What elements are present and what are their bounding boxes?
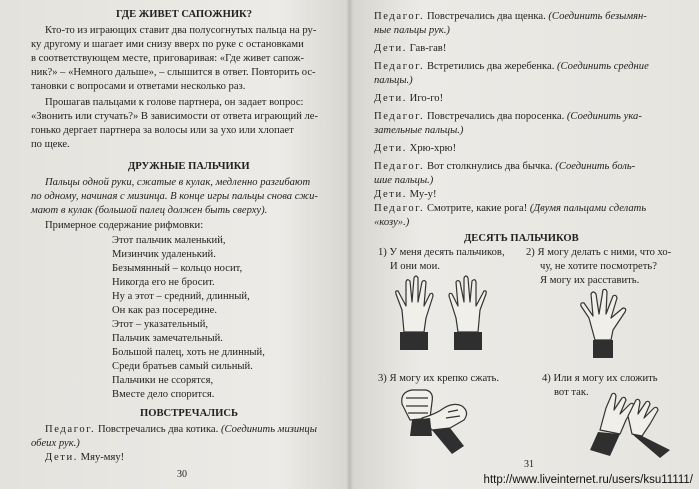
section-title-met: ПОВСТРЕЧАЛИСЬ: [140, 408, 239, 419]
children-label: Дети.: [45, 452, 79, 463]
dialog-line-teacher: [374, 110, 642, 124]
dialog-line-teacher: [374, 60, 649, 74]
dialog-note-continued: шие пальцы.): [374, 175, 434, 186]
paragraph-line: тановки с вопросами и ответами несколько раз.: [31, 81, 246, 92]
paragraph-line: ку другому и шагает ими снизу вверх по руке с остановками: [31, 39, 304, 50]
dialog-note: (Соединить боль-: [555, 161, 636, 172]
poem-line: Вместе дело спорится.: [112, 389, 215, 400]
dialog-line-children: [374, 188, 436, 202]
dialog-line-children: [374, 42, 446, 56]
caption-2: 2) Я могу делать с ними, что хо-: [526, 247, 672, 258]
dialog-line-teacher: [374, 202, 646, 216]
poem-line: Ну а этот – средний, длинный,: [112, 291, 250, 302]
paragraph-line: Прошагав пальцами к голове партнера, он задает вопрос:: [45, 97, 304, 108]
teacher-label: Педагог.: [374, 11, 425, 22]
poem-line: Среди братьев самый сильный.: [112, 361, 253, 372]
teacher-label: Педагог.: [374, 203, 425, 214]
paragraph-line: гонько дергает партнера за волосы или за ухо или хлопает: [31, 125, 294, 136]
section-title-shoemaker: ГДЕ ЖИВЕТ САПОЖНИК?: [116, 9, 253, 20]
poem-line: Этот – указательный,: [112, 319, 209, 330]
children-label: Дети.: [374, 189, 408, 200]
dialog-note-continued: обеих рук.): [31, 438, 80, 449]
dialog-text: Му-у!: [409, 189, 437, 200]
caption-3: 3) Я могу их крепко сжать.: [378, 373, 500, 384]
dialog-note-continued: зательные пальцы.): [374, 125, 464, 136]
teacher-label: Педагог.: [374, 61, 425, 72]
dialog-text: Повстречались два поросенка.: [426, 111, 565, 122]
instruction-line: по одному, начиная с мизинца. В конце игры пальцы снова сжи-: [31, 191, 318, 202]
dialog-text: Иго-го!: [409, 93, 444, 104]
dialog-note-continued: пальцы.): [374, 75, 413, 86]
paragraph-line: в соответствующем месте, приговаривая: «Где живет сапож-: [31, 53, 305, 64]
paragraph-line: по щеке.: [31, 139, 70, 150]
teacher-label: Педагог.: [45, 424, 96, 435]
spread-fingers-hand-illustration: [577, 288, 637, 362]
dialog-note: (Соединить мизинцы: [220, 424, 317, 435]
dialog-line-children: [45, 451, 124, 465]
children-label: Дети.: [374, 143, 408, 154]
two-open-hands-illustration: [386, 272, 526, 352]
section-title-friendly-fingers: ДРУЖНЫЕ ПАЛЬЧИКИ: [128, 161, 250, 172]
dialog-text: Повстречались два щенка.: [426, 11, 546, 22]
dialog-line-children: [374, 92, 443, 106]
page-number: 31: [524, 459, 534, 470]
instruction-line: мают в кулак (большой палец должен быть сверху).: [31, 205, 268, 216]
dialog-line-children: [374, 142, 456, 156]
caption-2-cont: чу, не хотите посмотреть?: [540, 261, 657, 272]
dialog-note: (Соединить ука-: [566, 111, 642, 122]
dialog-text: Смотрите, какие рога!: [426, 203, 528, 214]
poem-line: Этот пальчик маленький,: [112, 235, 226, 246]
caption-2-cont: Я могу их расставить.: [540, 275, 640, 286]
dialog-text: Повстречались два котика.: [97, 424, 219, 435]
paragraph-line: ник?» – «Немного дальше», – слышится в ответ. Повторить ос-: [31, 67, 316, 78]
teacher-label: Педагог.: [374, 161, 425, 172]
dialog-line-teacher: [374, 10, 647, 24]
left-page: [0, 0, 346, 489]
dialog-text: Хрю-хрю!: [409, 143, 457, 154]
folded-hands-illustration: [580, 390, 690, 460]
poem-line: Пальчик замечательный.: [112, 333, 223, 344]
dialog-text: Мяу-мяу!: [80, 452, 125, 463]
instruction-line: Пальцы одной руки, сжатые в кулак, медленно разгибают: [45, 177, 311, 188]
paragraph-line: «Звонить или стучать?» В зависимости от ответа играющий ле-: [31, 111, 319, 122]
poem-line: Никогда его не бросит.: [112, 277, 215, 288]
dialog-text: Встретились два жеребенка.: [426, 61, 555, 72]
poem-line: Большой палец, хоть не длинный,: [112, 347, 265, 358]
dialog-text: Гав-гав!: [409, 43, 447, 54]
poem-line: Пальчики не ссорятся,: [112, 375, 214, 386]
dialog-note: (Соединить средние: [557, 61, 649, 72]
dialog-text: Вот столкнулись два бычка.: [426, 161, 553, 172]
poem-intro: Примерное содержание рифмовки:: [45, 220, 204, 231]
teacher-label: Педагог.: [374, 111, 425, 122]
dialog-line-teacher: [45, 423, 317, 437]
children-label: Дети.: [374, 93, 408, 104]
dialog-note: (Соединить безымян-: [548, 11, 647, 22]
poem-line: Мизинчик удаленький.: [112, 249, 216, 260]
right-page: [352, 0, 699, 489]
dialog-line-teacher: [374, 160, 635, 174]
caption-1-cont: И они мои.: [390, 261, 440, 272]
caption-4-cont: вот так.: [554, 387, 589, 398]
dialog-note-continued: «козу».): [374, 217, 410, 228]
caption-4: 4) Или я могу их сложить: [542, 373, 658, 384]
poem-line: Он как раз посередине.: [112, 305, 217, 316]
clenched-fists-illustration: [392, 384, 492, 458]
children-label: Дети.: [374, 43, 408, 54]
section-title-ten-fingers: ДЕСЯТЬ ПАЛЬЧИКОВ: [464, 233, 579, 244]
poem-line: Безымянный – кольцо носит,: [112, 263, 243, 274]
dialog-note: (Двумя пальцами сделать: [529, 203, 647, 214]
watermark-url: http://www.liveinternet.ru/users/ksu11111/: [483, 474, 693, 486]
dialog-note-continued: ные пальцы рук.): [374, 25, 450, 36]
page-number: 30: [177, 469, 187, 480]
caption-1: 1) У меня десять пальчиков,: [378, 247, 505, 258]
paragraph-line: Кто-то из играющих ставит два полусогнутых пальца на ру-: [45, 25, 317, 36]
